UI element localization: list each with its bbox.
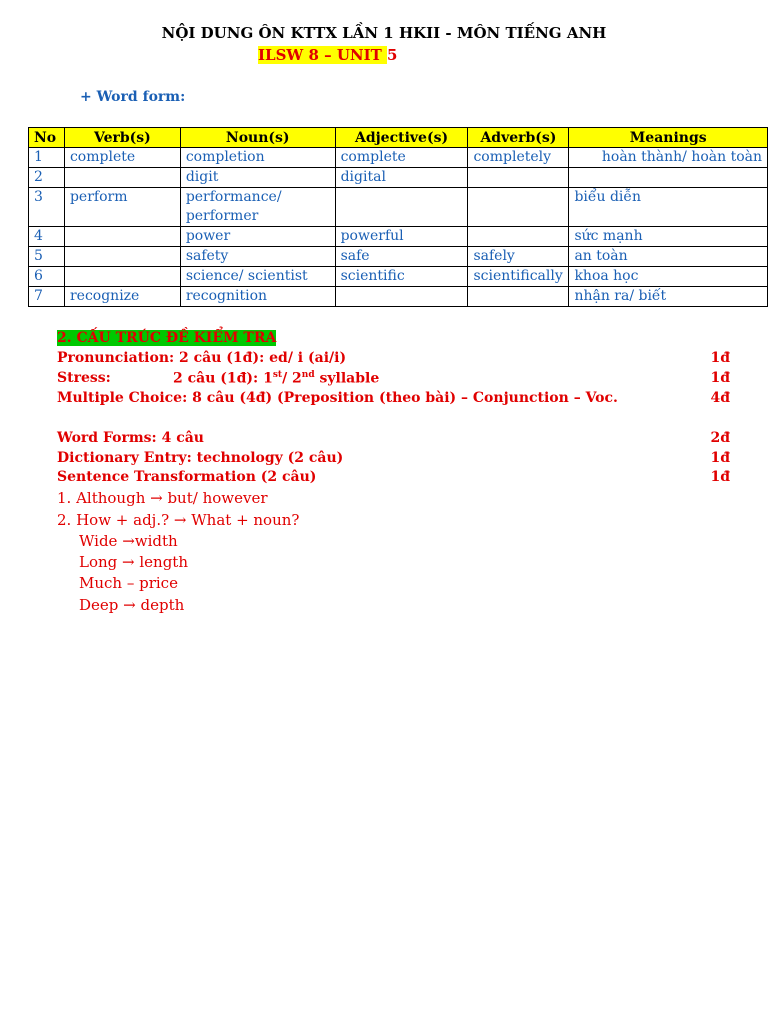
cell-adverb: completely xyxy=(468,148,569,168)
cell-verb xyxy=(64,227,180,247)
header-verbs: Verb(s) xyxy=(64,128,180,148)
structure-item-stress-label: Stress: xyxy=(57,370,111,386)
points-stress: 1đ xyxy=(710,370,730,386)
cell-verb xyxy=(64,247,180,267)
structure-item-pronunciation: Pronunciation: 2 câu (1đ): ed/ i (ai/i) xyxy=(57,350,347,366)
unit-subtitle xyxy=(258,46,397,64)
cell-no: 1 xyxy=(29,148,65,168)
cell-meaning: sức mạnh xyxy=(569,227,768,247)
cell-meaning: hoàn thành/ hoàn toàn xyxy=(569,148,768,168)
cell-adverb: scientifically xyxy=(468,267,569,287)
cell-adjective: scientific xyxy=(335,267,468,287)
header-adverbs: Adverb(s) xyxy=(468,128,569,148)
structure-heading xyxy=(57,330,276,346)
cell-meaning: nhận ra/ biết xyxy=(569,287,768,307)
points-sentence-transformation: 1đ xyxy=(710,469,730,485)
cell-no: 2 xyxy=(29,168,65,188)
list-item: Deep → depth xyxy=(79,596,185,614)
cell-noun: power xyxy=(180,227,335,247)
structure-item-sentence-transformation: Sentence Transformation (2 câu) xyxy=(57,469,317,485)
points-pronunciation: 1đ xyxy=(710,350,730,366)
table-row xyxy=(29,168,768,188)
cell-meaning: an toàn xyxy=(569,247,768,267)
cell-meaning: biểu diễn xyxy=(569,188,768,227)
points-multiple-choice: 4đ xyxy=(710,390,730,406)
cell-adverb: safely xyxy=(468,247,569,267)
cell-no: 3 xyxy=(29,188,65,227)
header-adjectives: Adjective(s) xyxy=(335,128,468,148)
stress-sup-1: st xyxy=(272,370,283,380)
table-row xyxy=(29,267,768,287)
table-row xyxy=(29,188,768,227)
table-row xyxy=(29,227,768,247)
cell-verb: complete xyxy=(64,148,180,168)
list-item: Long → length xyxy=(79,553,188,571)
header-nouns: Noun(s) xyxy=(180,128,335,148)
cell-adjective: complete xyxy=(335,148,468,168)
word-form-table xyxy=(28,127,768,307)
cell-no: 6 xyxy=(29,267,65,287)
cell-no: 4 xyxy=(29,227,65,247)
stress-detail-b: / 2 xyxy=(282,370,302,387)
cell-adverb xyxy=(468,227,569,247)
cell-adjective xyxy=(335,287,468,307)
points-dictionary-entry: 1đ xyxy=(710,450,730,466)
word-form-label: + Word form: xyxy=(80,89,186,105)
list-item: Wide →width xyxy=(79,532,178,550)
cell-adverb xyxy=(468,188,569,227)
structure-item-stress-detail xyxy=(173,370,379,387)
cell-adjective: powerful xyxy=(335,227,468,247)
cell-adjective xyxy=(335,188,468,227)
cell-noun: completion xyxy=(180,148,335,168)
structure-item-word-forms: Word Forms: 4 câu xyxy=(57,430,204,446)
cell-verb: recognize xyxy=(64,287,180,307)
header-no: No xyxy=(29,128,65,148)
list-item: 2. How + adj.? → What + noun? xyxy=(57,511,300,529)
list-item: Much – price xyxy=(79,574,178,592)
cell-noun: recognition xyxy=(180,287,335,307)
cell-noun: safety xyxy=(180,247,335,267)
cell-no: 7 xyxy=(29,287,65,307)
points-word-forms: 2đ xyxy=(710,430,730,446)
cell-verb: perform xyxy=(64,188,180,227)
cell-no: 5 xyxy=(29,247,65,267)
cell-adjective: safe xyxy=(335,247,468,267)
cell-adjective: digital xyxy=(335,168,468,188)
list-item: 1. Although → but/ however xyxy=(57,489,268,507)
table-row xyxy=(29,247,768,267)
cell-verb xyxy=(64,168,180,188)
structure-heading-text: 2. CẤU TRÚC ĐỀ KIỂM TRA xyxy=(57,330,277,346)
cell-meaning: khoa học xyxy=(569,267,768,287)
header-meanings: Meanings xyxy=(569,128,768,148)
cell-adverb xyxy=(468,168,569,188)
structure-item-dictionary-entry: Dictionary Entry: technology (2 câu) xyxy=(57,450,344,466)
stress-detail-a: 2 câu (1đ): 1 xyxy=(173,370,273,387)
unit-number: 5 xyxy=(387,46,398,64)
stress-sup-2: nd xyxy=(301,370,315,380)
table-row xyxy=(29,148,768,168)
unit-subtitle-highlight: ILSW 8 – UNIT xyxy=(258,46,388,64)
cell-adverb xyxy=(468,287,569,307)
structure-item-multiple-choice: Multiple Choice: 8 câu (4đ) (Preposition (theo bài) – Conjunction – Voc. xyxy=(57,390,618,406)
cell-noun: science/ scientist xyxy=(180,267,335,287)
stress-detail-c: syllable xyxy=(314,370,380,387)
cell-noun: digit xyxy=(180,168,335,188)
cell-meaning xyxy=(569,168,768,188)
cell-verb xyxy=(64,267,180,287)
cell-noun: performance/ performer xyxy=(180,188,335,227)
table-header-row xyxy=(29,128,768,148)
document-title: NỘI DUNG ÔN KTTX LẦN 1 HKII - MÔN TIẾNG ANH xyxy=(161,24,607,42)
table-row xyxy=(29,287,768,307)
